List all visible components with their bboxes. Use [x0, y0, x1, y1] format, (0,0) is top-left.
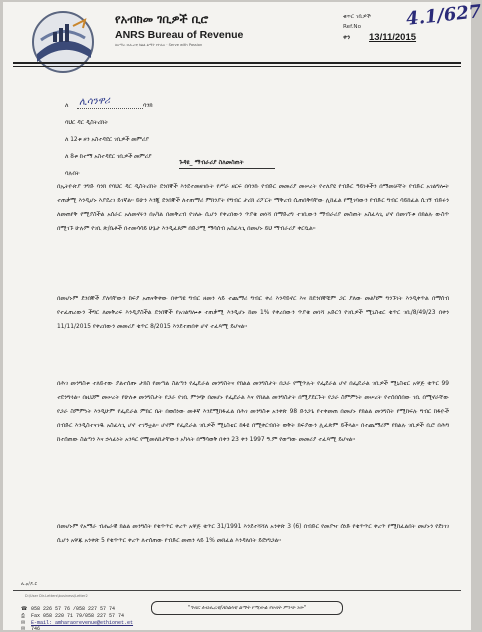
contact-fax: Fax 058 220 71 79/058 227 57 74	[31, 613, 125, 619]
contact-phone: 058 226 57 76 /058 227 57 74	[31, 606, 116, 612]
addressee-suffix: ባንክ	[143, 103, 153, 109]
org-name-amharic: የአብክመ ገቢዎች ቢሮ	[115, 12, 209, 26]
addressee-line-2: ለ 12ቱ ዞን አስተዳደር ገቢዎች መምሪያ	[65, 137, 149, 143]
addressee-dotted-line	[77, 108, 143, 109]
addressee-line-4: ባሉበት	[65, 171, 80, 177]
phone-icon: ☎	[21, 606, 28, 612]
body-paragraph-1: በኢትዮጵያ ንግድ ባንክ የባህር ዳር ዲስትሪክት ደንበኞች እንደተመዘገቡት የሥራ ዘርፍ በባንኩ የብድር መመሪያ መሠረት የተለያዩ የብድር ዓይነቶችን በማመቻቸት የብድር አገልግሎት ተጠቃሚ እንዲሆኑ እያደረገ ይገኛል፡፡ ይሁን እንጂ ደንበኞች ለተጠማሪ ምክንያት የግብር ታሪክ ሪፖርት ማቅረብ ሲጠበቅባቸው ሊከፈል የሚገባውን የብድር ግብር ሳይከፈል ሲገኝ ብድሩን ለመጠየቅ የሚያስችል አሰራር አለመኖሩን በአካል በመቅረብ የገለፁ ሲሆን የቀረበውን ጥያቄ መነሻ በማድረግ ተገቢውን ማብራሪያ መስጠት አስፈላጊ ሆኖ በመገኘቱ በክልሉ ውስጥ በሚገኙ ሁሉም የገቢ ጽ/ቤቶች በተመሳሳይ ሁኔታ እንዲፈጸም በድጋሚ ማሳሰብ አስፈላጊ በመሆኑ ይህ ማብራሪያ ቀርቧል፡፡	[57, 184, 449, 232]
body-paragraph-3: በሕገ መንግስቱ ተለይተው ያልተሰጡ ታክስ የመጣል ስልጣን የፌዴራል መንግስትና የክልል መንግስታት በጋራ የሚጥሉት የፌደራል ሆኖ በፌዴራል ገቢዎች ሚኒስቴር አዋጅ ቁጥር 99 ተደንግጓል፡፡ በዚህም መሠረት የሁለቱ መንግስታት የጋራ የገቢ ምንጭ በመሆኑ የፌደራል እና የክልል መንግስታት በሚያደርጉት የጋራ ስምምነት መሠረት የተሰበሰበው ገቢ በሚኖራቸው የጋራ ስምምነት እንዲሁም የፌዴራል ምክር ቤት በወሰነው መቶኛ እንደሚከፋፈል በሕገ መንግስቱ አንቀጽ 98 ድንጋጌ የተቀመጠ በመሆኑ የክልል መንግስት የሚከፍሉ ግብር ከፋዮች በብድር እንዲስተናገዱ አስፈላጊ ሆኖ ተገኝቷል፡፡ ሆኖም የፌዴራል ገቢዎች ሚኒስቴር ከፋዩ በሚቀርብበት ወቅት ክፍያውን ሊፈጽም ይችላል፡፡ በተጨማሪም የክልሉ ገቢዎች ቢሮ በሕግ ከተሰጠው ስልጣን እና ኃላፊነት አንጻር የሚመለከታቸውን አካላት በማሳወቅ በቀን 23 ቀን 1997 ዓ.ም የወጣው መመሪያ ተፈጻሚ ይሆናል፡፡	[57, 381, 449, 443]
footer-divider	[13, 590, 461, 591]
header-divider	[13, 62, 461, 64]
addressee-line-3: ለ 8ቱ ከተማ አስተዳደር ገቢዎች መምሪያ	[65, 154, 152, 160]
pobox-icon: ✉	[21, 626, 26, 632]
letter-date: 13/11/2015	[369, 32, 417, 43]
motto-box: "ግብር ለብሔራዊ/ለክልላዊ ልማት የሚውል የሀብት ምንጭ ነው"	[151, 601, 343, 615]
addressee-line-1: ባህር ዳር ዲስትሪክት	[65, 120, 109, 126]
org-slogan: ለአማራ ብሔራዊ ክልል ልማት የተሰጠ · Serve with Passion	[115, 43, 203, 47]
email-icon: ✉	[21, 620, 26, 626]
addressee-handwritten: ሊሳንዋሪ	[78, 95, 111, 108]
contact-pobox: 746	[31, 626, 41, 632]
body-paragraph-4: በመሆኑም የአማራ ብሔራዊ ክልል መንግስት የቁጥጥር ቀረጥ አዋጅ ቁጥር 31/1991 እንደተሻሻለ አንቀጽ 3 (6) በብድር የመያዣ ሰነድ የቁጥጥር ቀረጥ የሚከፈልበት መሆኑን የደነገገ ሲሆን አዋጁ አንቀጽ 5 የቁጥጥር ቀረጥ ለተሰጠው የብድር መጠን ላይ 1% መክፈል እንዳለበት ይደነግጋል፡፡	[57, 524, 449, 544]
ref-label: ቁጥር ገቢዎች	[343, 14, 371, 20]
header-divider-thin	[13, 66, 461, 67]
fax-icon: ⎙	[21, 613, 26, 619]
cc-initials: ሊ.ዐ/ዶ.ር	[21, 582, 38, 587]
contact-email[interactable]: E-mail: amharaorevenue@ethionet.et	[31, 620, 134, 626]
file-path-note: D:\User Dir-Letters\business\Letter2	[25, 594, 88, 598]
body-paragraph-2: በመሆኑም ደንበኞች ያለባቸውን ከፍያ አጠናቅቀው በቀጣዩ ግብር ዘመን ላይ ተጨማሪ ግብር ቀሪ እንዳይኖር እና ከደንበኞቹም ጋር ያለው መልካም ግንኙነት እንዲቀጥል በማሰብ የተፈጠረውን ችግር ለመቅረፍ እንዲያስችል ደንበኞች የአገልግሎቱ ተጠቃሚ እንዲሆኑ ከመ 1% የቀረበውን ጥያቄ መነሻ አድርጎ የገቢዎች ሚኒስቴር ቁጥር ገቢ/8/49/23 በቀን 11/11/2015 የቀረበውን መመሪያ ቁጥር 8/2015 እንደተጠበቀ ሆኖ ተፈጻሚ ይሆናል፡፡	[57, 296, 449, 330]
bureau-logo	[25, 10, 101, 74]
addressee-prefix: ለ	[65, 103, 69, 109]
subject-line: ጉዳዩ_ ማብራሪያ ስለመስጠት	[179, 159, 244, 166]
ref-label-english: Ref.No	[343, 24, 362, 30]
date-label: ቀን	[343, 34, 351, 41]
org-name-english: ANRS Bureau of Revenue	[115, 29, 244, 41]
ref-number: 4.1/627	[405, 1, 482, 30]
letter-page	[3, 1, 482, 632]
subject-underline	[179, 168, 275, 169]
